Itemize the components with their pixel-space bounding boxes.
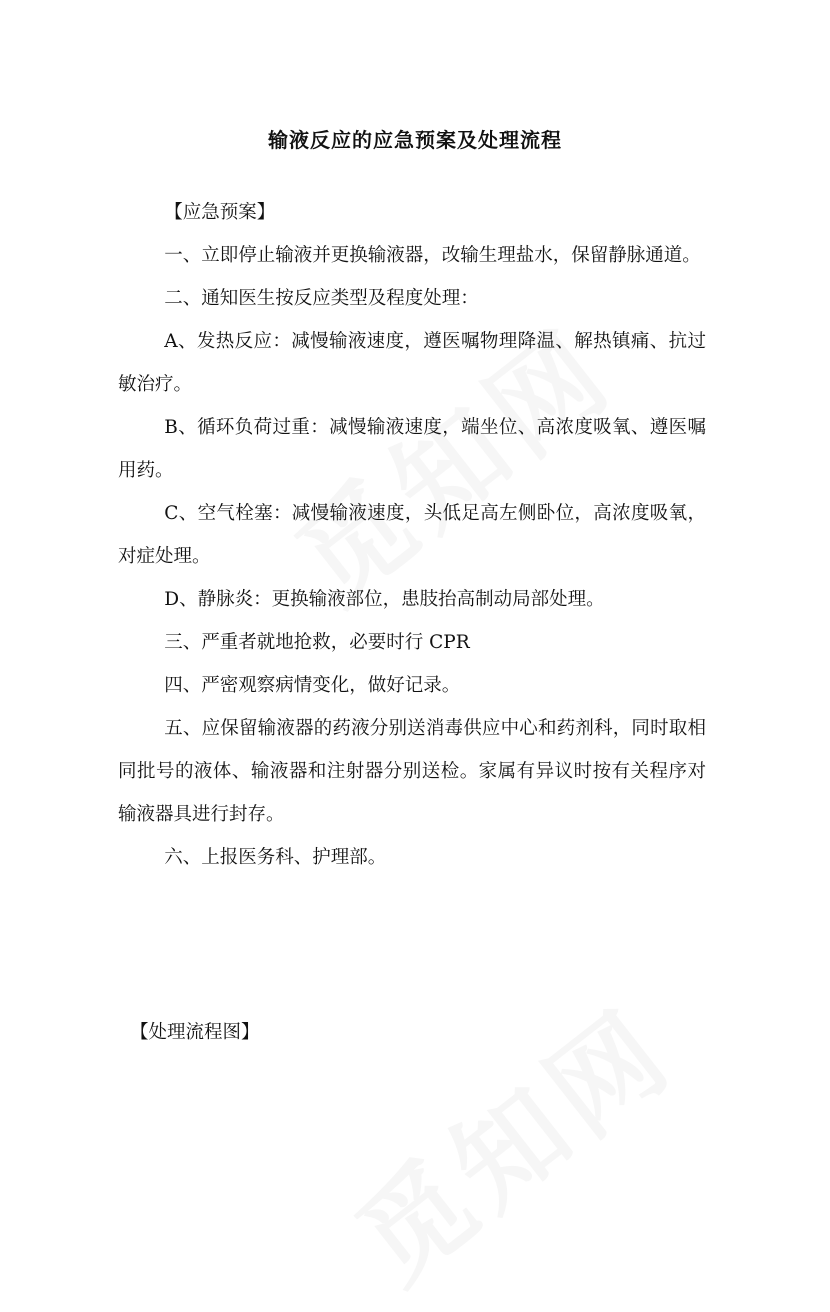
section-heading-plan: 【应急预案】: [164, 202, 276, 223]
plan-item-2a: A、发热反应：减慢输液速度，遵医嘱物理降温、解热镇痛、抗过敏治疗。: [118, 331, 706, 395]
plan-item-2: 二、通知医生按反应类型及程度处理：: [164, 288, 479, 309]
plan-item-5: 五、应保留输液器的药液分别送消毒供应中心和药剂科，同时取相同批号的液体、输液器和注射器分别送检。家属有异议时按有关程序对输液器具进行封存。: [118, 718, 706, 825]
plan-item-4: 四、严密观察病情变化，做好记录。: [164, 675, 461, 696]
plan-item-2d: D、静脉炎：更换输液部位，患肢抬高制动局部处理。: [164, 589, 605, 610]
plan-item-1: 一、立即停止输液并更换输液器，改输生理盐水，保留静脉通道。: [164, 245, 701, 266]
plan-item-3: 三、严重者就地抢救，必要时行 CPR: [164, 632, 470, 653]
plan-item-2b: B、循环负荷过重：减慢输液速度，端坐位、高浓度吸氧、遵医嘱用药。: [118, 417, 706, 481]
plan-item-2c: C、空气栓塞：减慢输液速度，头低足高左侧卧位，高浓度吸氧，对症处理。: [118, 503, 706, 567]
document-title: 输液反应的应急预案及处理流程: [268, 128, 562, 152]
emergency-plan-body: [118, 191, 706, 879]
plan-item-6: 六、上报医务科、护理部。: [164, 847, 387, 868]
watermark: [320, 966, 701, 1312]
section-heading-flowchart: 【处理流程图】: [130, 1022, 260, 1043]
